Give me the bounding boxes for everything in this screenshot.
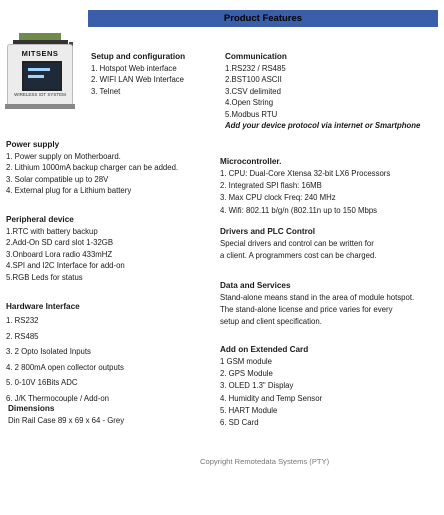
microcontroller-heading: Microcontroller.	[220, 157, 282, 166]
list-item: 5.RGB Leds for status	[6, 272, 83, 282]
drivers-section	[220, 227, 376, 262]
list-item: 1. CPU: Dual-Core Xtensa 32-bit LX6 Processors	[220, 169, 391, 178]
list-item: 2. RS485	[6, 331, 39, 341]
list-item: 6. SD Card	[220, 418, 259, 428]
data-services-line: The stand-alone license and price varies for every	[220, 305, 393, 315]
power-section	[6, 140, 178, 197]
data-services-line: setup and client specification.	[220, 317, 322, 327]
list-item: 5.Modbus RTU	[225, 109, 278, 119]
device-enclosure	[7, 44, 73, 106]
list-item: 3. Max CPU clock Freq: 240 MHz	[220, 193, 336, 203]
device-brand: MITSENS	[21, 49, 59, 58]
hardware-heading: Hardware Interface	[6, 302, 80, 311]
drivers-line: a client. A programmers cost can be charged.	[220, 251, 377, 261]
list-item: 5. HART Module	[220, 405, 278, 415]
extended-card-heading: Add on Extended Card	[220, 345, 309, 354]
list-item: 6. J/K Thermocouple / Add-on	[6, 393, 110, 403]
list-item: 2.Add-On SD card slot 1-32GB	[6, 238, 114, 248]
peripheral-section	[6, 215, 125, 283]
list-item: 3. OLED 1.3" Display	[220, 381, 294, 391]
data-services-line: Stand-alone means stand in the area of module hotspot.	[220, 293, 415, 302]
list-item: 3. Solar compatible up to 28V	[6, 174, 109, 184]
communication-section	[225, 52, 420, 131]
list-item: 1. RS232	[6, 316, 39, 325]
extended-card-section	[220, 345, 322, 429]
drivers-line: Special drivers and control can be written for	[220, 239, 374, 248]
list-item: 4. 2 800mA open collector outputs	[6, 362, 124, 372]
list-item: 4.SPI and I2C Interface for add-on	[6, 261, 125, 271]
list-item: 3. Telnet	[91, 86, 121, 96]
din-rail	[5, 104, 75, 109]
drivers-heading: Drivers and PLC Control	[220, 227, 316, 236]
list-item: 2. Lithium 1000mA backup charger can be added.	[6, 163, 179, 173]
list-item: 1 GSM module	[220, 357, 273, 366]
list-item: 4. Humidity and Temp Sensor	[220, 393, 323, 403]
list-item: 1. Power supply on Motherboard.	[6, 152, 121, 161]
power-heading: Power supply	[6, 140, 60, 149]
protocol-note: Add your device protocol via internet or Smartphone	[225, 121, 421, 131]
list-item: 3. 2 Opto Isolated Inputs	[6, 347, 91, 356]
list-item: 5. 0-10V 16Bits ADC	[6, 378, 78, 387]
dimensions-text: Din Rail Case 89 x 69 x 64 - Grey	[8, 416, 125, 425]
list-item: 2. GPS Module	[220, 369, 273, 379]
data-services-heading: Data and Services	[220, 281, 291, 290]
setup-section	[91, 52, 185, 97]
list-item: 2. WIFI LAN Web Interface	[91, 75, 185, 85]
list-item: 3.Onboard Lora radio 433mHZ	[6, 249, 113, 259]
list-item: 1.RTC with battery backup	[6, 227, 98, 236]
product-features-banner: Product Features	[88, 10, 438, 27]
hardware-section	[6, 302, 124, 406]
setup-heading: Setup and configuration	[91, 52, 186, 61]
list-item: 1. Hotspot Web interface	[91, 64, 177, 73]
dimensions-heading: Dimensions	[8, 404, 55, 413]
list-item: 3.CSV delimited	[225, 86, 281, 96]
list-item: 4.Open String	[225, 98, 274, 108]
data-services-section	[220, 281, 414, 329]
microcontroller-section	[220, 157, 390, 217]
list-item: 2. Integrated SPI flash: 16MB	[220, 181, 322, 191]
list-item: 2.BST100 ASCII	[225, 75, 282, 85]
device-image	[5, 30, 75, 110]
dimensions-section	[8, 404, 124, 426]
peripheral-heading: Peripheral device	[6, 215, 74, 224]
list-item: 1.RS232 / RS485	[225, 64, 286, 73]
list-item: 4. External plug for a Lithium battery	[6, 186, 132, 196]
copyright-text: Copyright Remotedata Systems (PTY)	[200, 457, 330, 466]
communication-heading: Communication	[225, 52, 287, 61]
device-caption: WIRELESS IOT SYSTEM	[14, 92, 66, 97]
device-screen	[22, 61, 62, 91]
list-item: 4. Wifi: 802.11 b/g/n (802.11n up to 150 Mbps	[220, 205, 378, 215]
